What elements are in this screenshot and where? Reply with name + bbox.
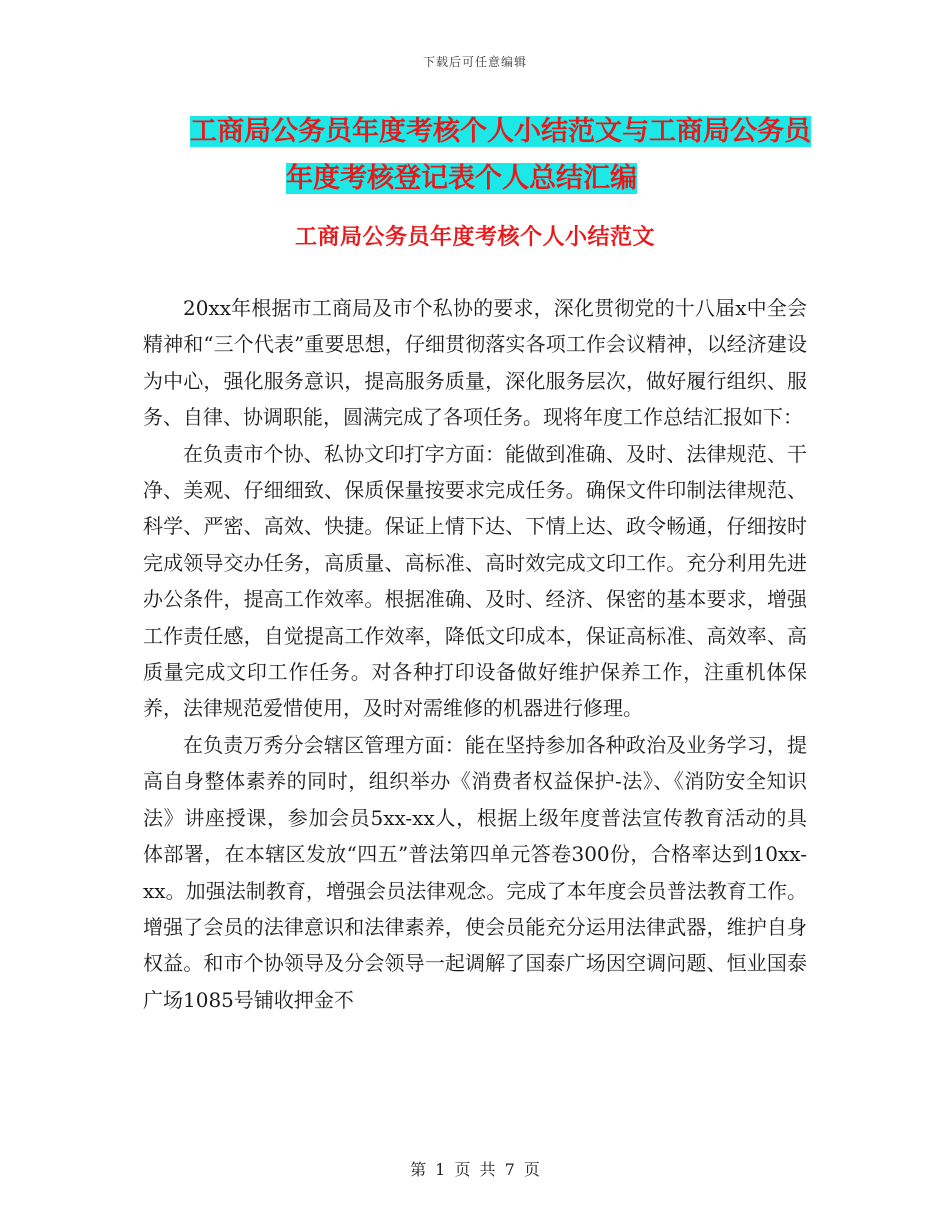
title-line-2 (190, 155, 820, 202)
title-line-2-text: 年度考核登记表个人总结汇编 (286, 163, 637, 194)
paragraph: 在负责万秀分会辖区管理方面：能在坚持参加各种政治及业务学习，提高自身整体素养的同时，组织举办《消费者权益保护-法》、《消防安全知识法》讲座授课，参加会员5xx-xx人，根据上级年度普法宣传教育活动的具体部署，在本辖区发放“四五”普法第四单元答卷300份，合格率达到10xx-xx。加强法制教育，增强会员法律观念。完成了本年度会员普法教育工作。增强了会员的法律意识和法律素养，使会员能充分运用法律武器，维护自身权益。和市个协领导及分会领导一起调解了国泰广场因空调问题、恒业国泰广场1085号铺收押金不 (143, 732, 807, 1012)
title-line-1-text: 工商局公务员年度考核个人小结范文与工商局公务员 (190, 116, 811, 147)
page-number: 第 1 页 共 7 页 (410, 1160, 540, 1179)
section-title: 工商局公务员年度考核个人小结范文 (294, 225, 655, 250)
page-header-note: 下载后可任意编辑 (422, 55, 527, 69)
paragraph: 20xx年根据市工商局及市个私协的要求，深化贯彻党的十八届x中全会精神和“三个代表”重要思想，仔细贯彻落实各项工作会议精神，以经济建设为中心，强化服务意识，提高服务质量，深化服务层次，做好履行组织、服务、自律、协调职能，圆满完成了各项任务。现将年度工作总结汇报如下： (143, 296, 807, 430)
document-title (190, 108, 820, 202)
title-line-1 (190, 108, 820, 155)
document-body (143, 290, 807, 1018)
paragraph: 在负责市个协、私协文印打字方面：能做到准确、及时、法律规范、干净、美观、仔细细致、保质保量按要求完成任务。确保文件印制法律规范、科学、严密、高效、快捷。保证上情下达、下情上达、政令畅通，仔细按时完成领导交办任务，高质量、高标准、高时效完成文印工作。充分利用先进办公条件，提高工作效率。根据准确、及时、经济、保密的基本要求，增强工作责任感，自觉提高工作效率，降低文印成本，保证高标准、高效率、高质量完成文印工作任务。对各种打印设备做好维护保养工作，注重机体保养，法律规范爱惜使用，及时对需维修的机器进行修理。 (143, 441, 807, 721)
